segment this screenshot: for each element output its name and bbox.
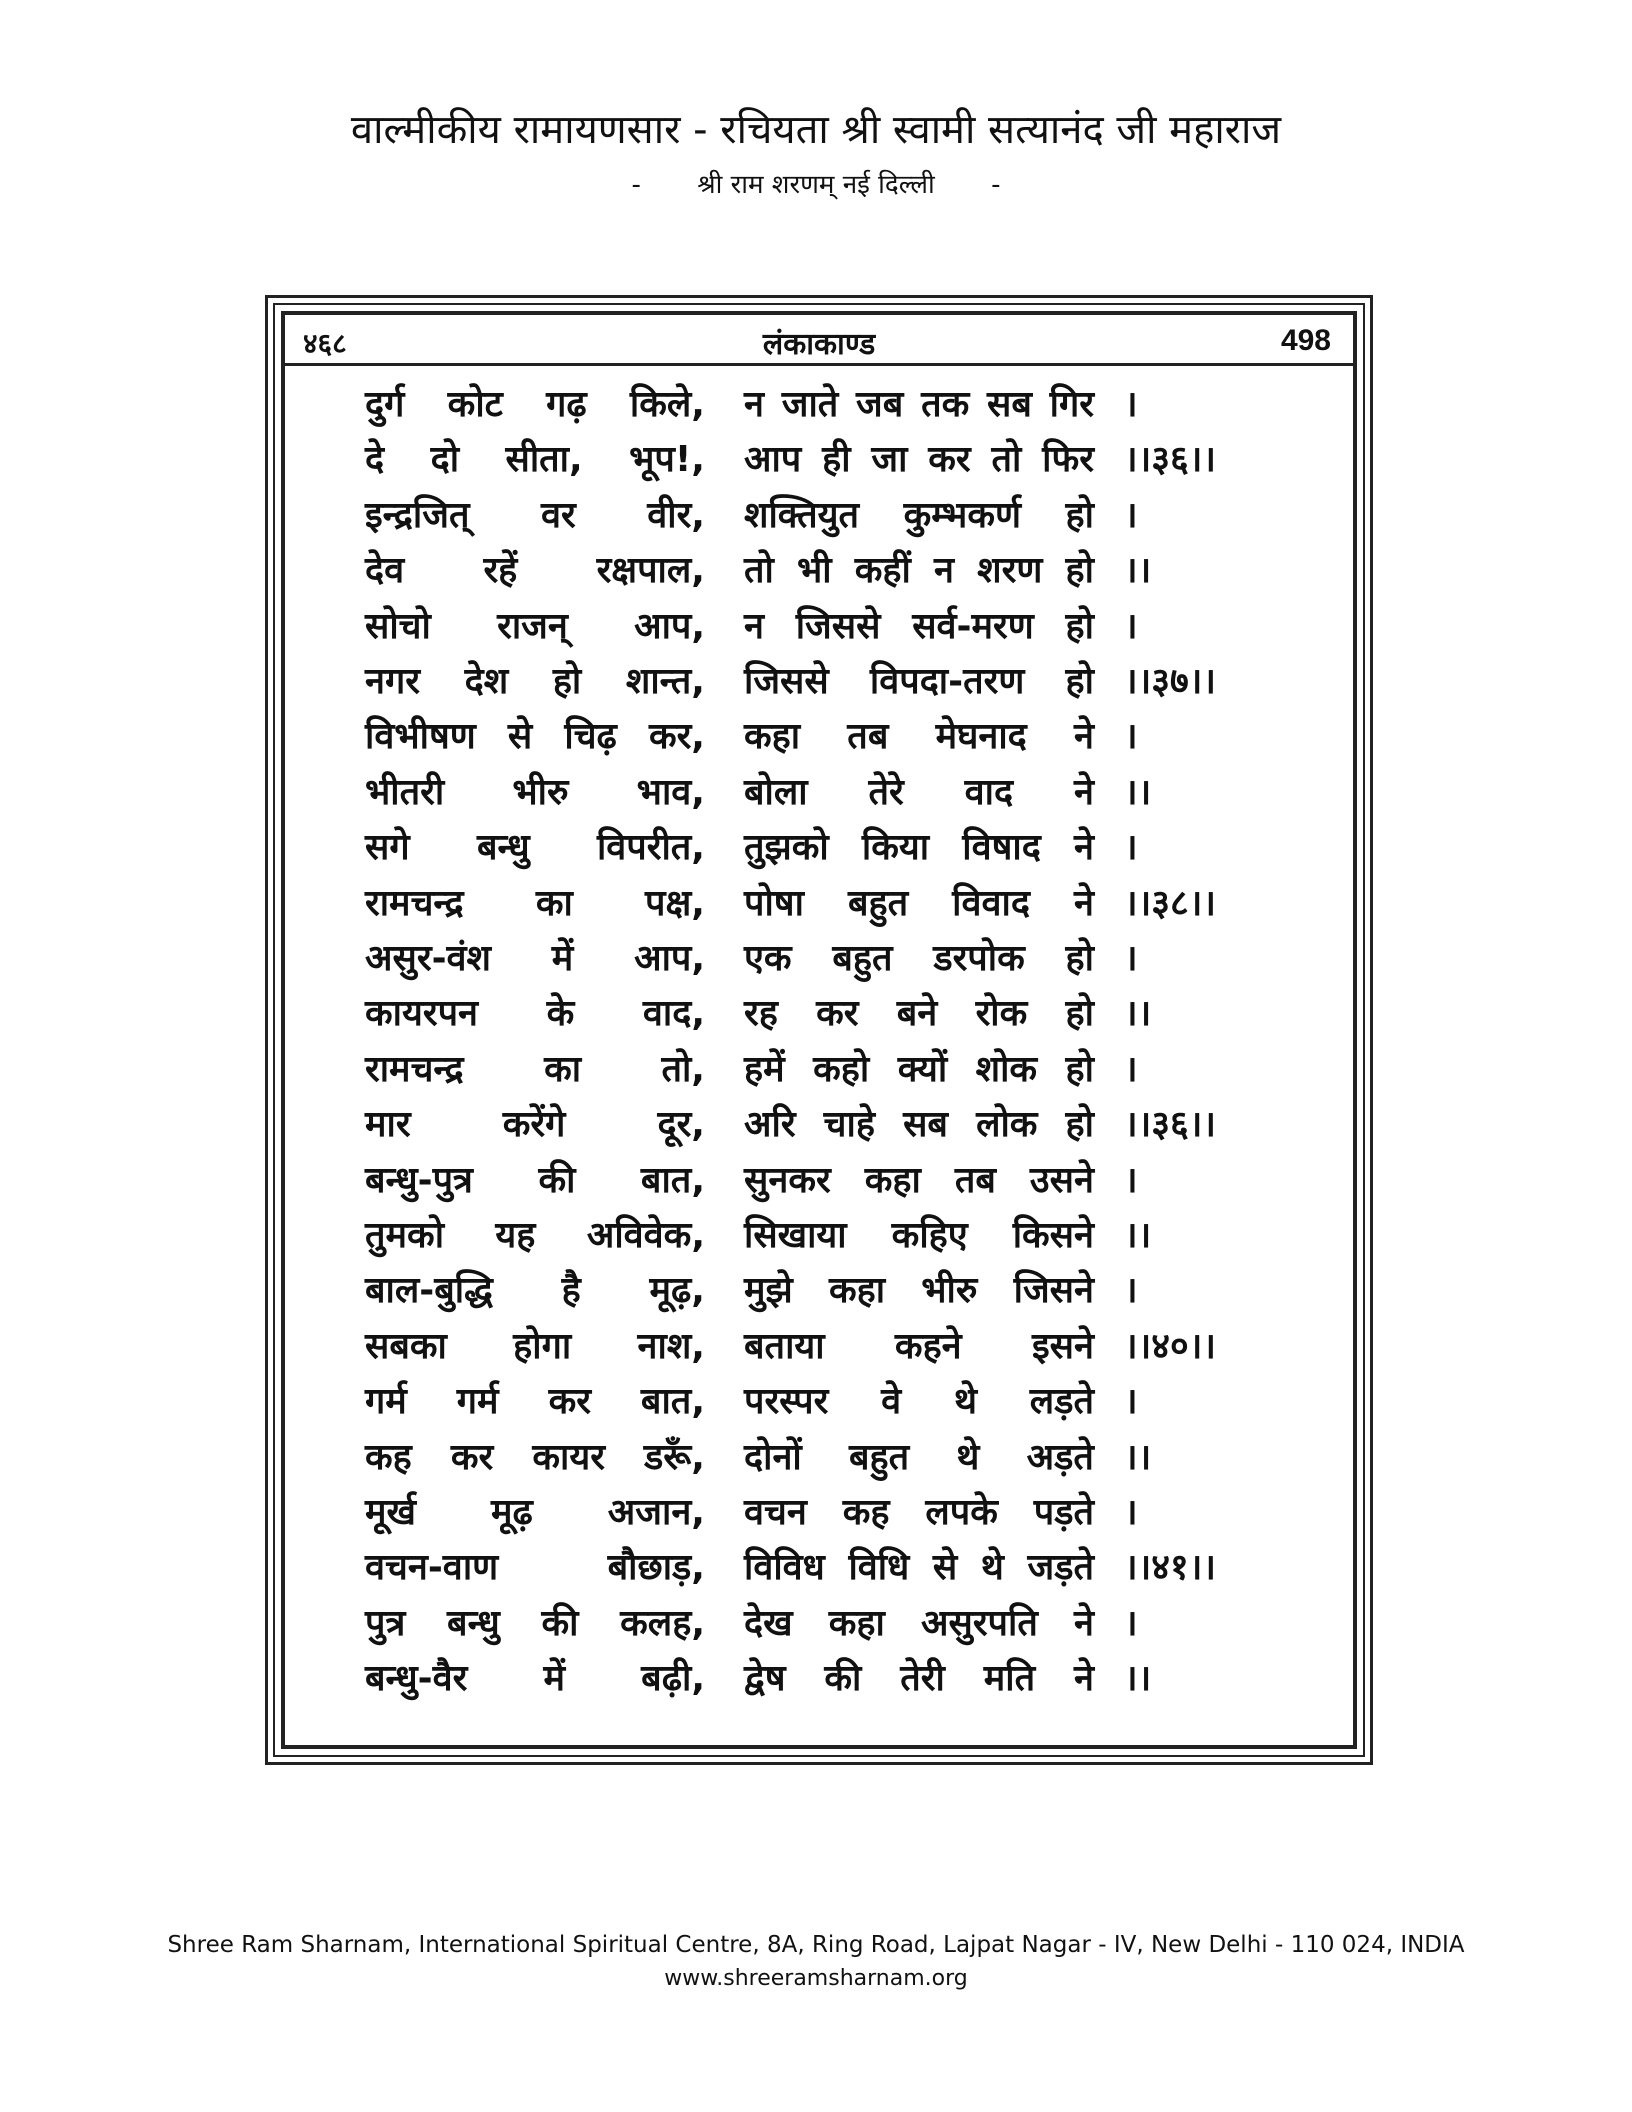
verse-word: लोक bbox=[976, 1104, 1038, 1146]
verse-end-mark: । bbox=[1124, 716, 1138, 758]
verse-line bbox=[0, 655, 1632, 711]
verse-word: हो bbox=[1065, 605, 1094, 647]
verse-word: नाश, bbox=[637, 1325, 705, 1367]
verse-line bbox=[0, 710, 1632, 766]
verse-word: बोला bbox=[744, 771, 808, 813]
verse-first-half bbox=[365, 932, 705, 981]
verse-second-half bbox=[744, 1375, 1094, 1424]
verse-second-half bbox=[744, 600, 1094, 649]
verse-word: जिससे bbox=[795, 605, 881, 647]
verse-word: सीता, bbox=[505, 439, 583, 481]
verse-word: रामचन्द्र bbox=[365, 1048, 464, 1090]
verse-word: ने bbox=[1074, 882, 1094, 924]
verse-word: मेघनाद bbox=[935, 716, 1027, 758]
verse-word: चाहे bbox=[823, 1104, 875, 1146]
verse-end-mark: । bbox=[1124, 1381, 1138, 1423]
verse-word: करेंगे bbox=[502, 1104, 566, 1146]
verse-end-mark: ।। bbox=[1124, 771, 1152, 813]
verse-word: बहुत bbox=[832, 938, 893, 979]
verse-first-half bbox=[365, 489, 705, 538]
verse-word: जिससे bbox=[744, 661, 829, 702]
verse-first-half bbox=[365, 987, 705, 1036]
verse-first-half bbox=[365, 1264, 705, 1313]
verse-line bbox=[0, 433, 1632, 489]
verse-first-half bbox=[365, 1652, 705, 1701]
verse-end-mark: । bbox=[1124, 1048, 1138, 1090]
verse-word: कलह, bbox=[620, 1602, 705, 1644]
verse-end-mark: । bbox=[1124, 1159, 1138, 1201]
verse-line bbox=[0, 1098, 1632, 1154]
verse-word: कहिए bbox=[891, 1215, 968, 1256]
verse-end-mark: । bbox=[1124, 384, 1138, 425]
verse-word: अड़ते bbox=[1026, 1436, 1094, 1478]
verse-end-mark: । bbox=[1124, 605, 1138, 647]
verse-word: हो bbox=[1065, 1104, 1094, 1146]
verse-word: गर्म bbox=[456, 1381, 499, 1423]
verse-word: बन्धु-वैर bbox=[365, 1658, 468, 1700]
verse-word: वचन-वाण bbox=[365, 1547, 499, 1589]
subtitle-text: श्री राम शरणम् नई दिल्ली bbox=[697, 170, 935, 200]
verse-word: थे bbox=[953, 1381, 977, 1423]
verse-line bbox=[0, 766, 1632, 822]
verse-word: क्यों bbox=[897, 1048, 948, 1090]
verse-word: थे bbox=[956, 1436, 980, 1478]
verse-word: हो bbox=[1065, 1048, 1094, 1090]
verse-word: सबका bbox=[365, 1325, 447, 1367]
verse-first-half bbox=[365, 821, 705, 870]
verse-word: किसने bbox=[1012, 1215, 1094, 1256]
verse-first-half bbox=[365, 766, 705, 815]
page-running-head bbox=[285, 318, 1353, 366]
verse-word: रहें bbox=[483, 550, 518, 592]
verse-second-half bbox=[744, 710, 1094, 759]
verse-word: से bbox=[932, 1547, 958, 1589]
verse-line bbox=[0, 877, 1632, 933]
verse-word: तेरे bbox=[868, 771, 904, 813]
verse-word: कहा bbox=[864, 1159, 921, 1201]
verse-first-half bbox=[365, 1597, 705, 1646]
verse-word: यह bbox=[495, 1215, 536, 1256]
verse-second-half bbox=[744, 1154, 1094, 1203]
verse-end-mark: । bbox=[1124, 827, 1138, 869]
verse-word: सुनकर bbox=[744, 1159, 831, 1201]
verse-word: विपदा-तरण bbox=[869, 661, 1025, 702]
verse-second-half bbox=[744, 655, 1094, 704]
verse-word: पक्ष, bbox=[645, 882, 705, 924]
verse-word: किया bbox=[861, 827, 930, 869]
verse-end-mark: ।। bbox=[1124, 1215, 1152, 1256]
footer-address: Shree Ram Sharnam, International Spiritual Centre, 8A, Ring Road, Lajpat Nagar - IV, New Delhi - 110 024, INDIA bbox=[167, 1932, 1465, 1958]
subtitle-dash-right: - bbox=[991, 170, 1001, 200]
verse-word: सब bbox=[987, 384, 1032, 425]
verse-word: वाद bbox=[964, 771, 1014, 813]
verse-second-half bbox=[744, 1431, 1094, 1480]
verse-line bbox=[0, 1375, 1632, 1431]
verse-word: विधि bbox=[848, 1547, 910, 1589]
verse-word: तो bbox=[744, 550, 774, 592]
verse-second-half bbox=[744, 1320, 1094, 1369]
verse-word: भाव, bbox=[636, 771, 705, 813]
verse-word: बने bbox=[896, 993, 938, 1035]
verse-word: तब bbox=[954, 1159, 996, 1201]
verse-word: तब bbox=[847, 716, 889, 758]
verse-word: राजन् bbox=[497, 605, 568, 647]
verse-end-mark: । bbox=[1124, 494, 1138, 536]
verse-word: मूढ़, bbox=[649, 1270, 705, 1312]
verse-word: दुर्ग bbox=[365, 384, 405, 425]
verse-end-mark: ।।३७।। bbox=[1124, 661, 1217, 702]
verse-word: लड़ते bbox=[1029, 1381, 1094, 1423]
verse-word: जब bbox=[856, 384, 904, 425]
verse-word: पड़ते bbox=[1033, 1492, 1094, 1533]
verse-second-half bbox=[744, 1264, 1094, 1313]
verse-word: मूढ़ bbox=[490, 1492, 533, 1533]
verse-word: कुम्भकर्ण bbox=[903, 494, 1021, 536]
verse-word: द्वेष bbox=[744, 1658, 786, 1700]
verse-end-mark: । bbox=[1124, 1270, 1138, 1312]
verse-word: दूर, bbox=[657, 1104, 705, 1146]
verse-word: भूप!, bbox=[629, 439, 705, 481]
verse-first-half bbox=[365, 1209, 705, 1258]
verse-second-half bbox=[744, 1098, 1094, 1147]
verse-line bbox=[0, 1597, 1632, 1653]
verse-word: न bbox=[934, 550, 954, 592]
verse-word: सोचो bbox=[365, 605, 431, 647]
verse-word: शक्तियुत bbox=[744, 494, 860, 536]
document-title: वाल्मीकीय रामायणसार - रचियता श्री स्वामी सत्यानंद जी महाराज bbox=[350, 107, 1282, 153]
verse-word: डरपोक bbox=[933, 938, 1025, 979]
verse-word: अरि bbox=[744, 1104, 796, 1146]
verse-second-half bbox=[744, 987, 1094, 1036]
verse-word: में bbox=[551, 938, 574, 979]
verse-word: भीरु bbox=[512, 771, 569, 813]
verse-word: कर, bbox=[648, 716, 705, 758]
verse-second-half bbox=[744, 433, 1094, 482]
verse-word: कहीं bbox=[854, 550, 911, 592]
verse-word: के bbox=[546, 993, 575, 1035]
verse-line bbox=[0, 1320, 1632, 1376]
verse-second-half bbox=[744, 1043, 1094, 1092]
verse-word: मार bbox=[365, 1104, 411, 1146]
verse-line bbox=[0, 378, 1632, 434]
verse-word: की bbox=[538, 1159, 576, 1201]
verse-line bbox=[0, 1264, 1632, 1320]
footer-website[interactable]: www.shreeramsharnam.org bbox=[664, 1966, 968, 1991]
verse-word: बन्धु bbox=[447, 1602, 500, 1644]
verse-word: शरण bbox=[977, 550, 1043, 592]
verse-line bbox=[0, 1541, 1632, 1597]
verse-word: हो bbox=[552, 661, 582, 702]
verse-word: बन्धु-पुत्र bbox=[365, 1159, 473, 1201]
verse-word: मति bbox=[983, 1658, 1036, 1700]
verse-end-mark: ।।४०।। bbox=[1124, 1325, 1217, 1367]
document-subtitle bbox=[0, 165, 1632, 201]
verse-word: कर bbox=[450, 1436, 494, 1478]
verse-word: परस्पर bbox=[744, 1381, 829, 1423]
verse-word: का bbox=[535, 882, 573, 924]
verse-word: चिढ़ bbox=[564, 716, 617, 758]
verse-word: तक bbox=[921, 384, 970, 425]
verse-word: असुरपति bbox=[920, 1602, 1038, 1644]
verse-word: वाद, bbox=[642, 993, 705, 1035]
verse-word: होगा bbox=[513, 1325, 572, 1367]
verse-word: ने bbox=[1074, 1602, 1094, 1644]
verse-word: कायरपन bbox=[365, 993, 479, 1035]
verse-first-half bbox=[365, 600, 705, 649]
verse-word: ने bbox=[1074, 1658, 1094, 1700]
verse-word: कहो bbox=[813, 1048, 870, 1090]
verse-word: जा bbox=[871, 439, 908, 481]
verse-word: न bbox=[744, 605, 764, 647]
verse-line bbox=[0, 1652, 1632, 1708]
verse-word: दे bbox=[365, 439, 385, 481]
verse-word: बताया bbox=[744, 1325, 825, 1367]
verse-end-mark: ।। bbox=[1124, 550, 1152, 592]
verse-word: पुत्र bbox=[365, 1602, 406, 1644]
verse-word: बाल-बुद्धि bbox=[365, 1270, 493, 1312]
verse-word: विविध bbox=[744, 1547, 825, 1589]
verse-line bbox=[0, 600, 1632, 656]
verse-word: आप bbox=[744, 439, 802, 481]
verse-word: इसने bbox=[1031, 1325, 1094, 1367]
verse-line bbox=[0, 987, 1632, 1043]
verse-word: बौछाड़, bbox=[607, 1547, 705, 1589]
verse-word: बन्धु bbox=[476, 827, 530, 869]
verse-first-half bbox=[365, 544, 705, 593]
verse-word: तेरी bbox=[900, 1658, 945, 1700]
verse-word: थे bbox=[980, 1547, 1004, 1589]
verse-end-mark: ।।३६।। bbox=[1124, 439, 1217, 481]
verse-line bbox=[0, 544, 1632, 600]
verse-word: देख bbox=[744, 1602, 793, 1644]
verse-word: गर्म bbox=[365, 1381, 407, 1423]
verse-line bbox=[0, 489, 1632, 545]
verse-word: दो bbox=[430, 439, 460, 481]
verse-first-half bbox=[365, 655, 705, 704]
verse-line bbox=[0, 1043, 1632, 1099]
verse-word: जड़ते bbox=[1027, 1547, 1094, 1589]
verse-word: नगर bbox=[365, 661, 420, 702]
verse-word: कहने bbox=[894, 1325, 962, 1367]
verse-end-mark: । bbox=[1124, 1492, 1138, 1533]
devanagari-page-number: ४६८ bbox=[303, 327, 347, 360]
verse-word: सर्व-मरण bbox=[912, 605, 1034, 647]
verse-word: विवाद bbox=[952, 882, 1030, 924]
verse-word: बात, bbox=[640, 1381, 705, 1423]
verse-word: हो bbox=[1065, 550, 1094, 592]
verse-word: तुझको bbox=[744, 827, 829, 869]
verse-word: शान्त, bbox=[625, 661, 705, 702]
verse-word: कर bbox=[548, 1381, 591, 1423]
verse-word: फिर bbox=[1042, 439, 1094, 481]
verse-word: रह bbox=[744, 993, 778, 1035]
verse-second-half bbox=[744, 766, 1094, 815]
verse-word: लपके bbox=[925, 1492, 998, 1533]
verse-word: कहा bbox=[744, 716, 801, 758]
verse-first-half bbox=[365, 1098, 705, 1147]
verse-word: हो bbox=[1065, 993, 1094, 1035]
verse-word: बहुत bbox=[847, 882, 909, 924]
verse-first-half bbox=[365, 710, 705, 759]
verse-word: मुझे bbox=[744, 1270, 793, 1312]
verse-word: पोषा bbox=[744, 882, 804, 924]
verse-first-half bbox=[365, 433, 705, 482]
verse-word: कह bbox=[365, 1436, 412, 1478]
verse-end-mark: ।।३८।। bbox=[1124, 882, 1217, 924]
verse-word: उसने bbox=[1029, 1159, 1094, 1201]
verse-word: अविवेक, bbox=[586, 1215, 705, 1256]
verse-word: ने bbox=[1074, 771, 1094, 813]
verse-word: वचन bbox=[744, 1492, 807, 1533]
verse-word: कहा bbox=[828, 1602, 885, 1644]
verse-second-half bbox=[744, 877, 1094, 926]
verse-word: एक bbox=[744, 938, 792, 979]
verse-word: अजान, bbox=[607, 1492, 705, 1533]
verse-end-mark: ।। bbox=[1124, 993, 1152, 1035]
verse-first-half bbox=[365, 1541, 705, 1590]
verse-word: से bbox=[507, 716, 533, 758]
verse-end-mark: ।। bbox=[1124, 1436, 1152, 1478]
verse-word: सब bbox=[903, 1104, 948, 1146]
verse-word: गिर bbox=[1049, 384, 1094, 425]
verse-word: तुमको bbox=[365, 1215, 445, 1256]
verse-end-mark: । bbox=[1124, 1602, 1138, 1644]
verse-line bbox=[0, 932, 1632, 988]
verse-word: आप, bbox=[634, 605, 705, 647]
subtitle-dash-left: - bbox=[631, 170, 641, 200]
verse-second-half bbox=[744, 1652, 1094, 1701]
verse-first-half bbox=[365, 1431, 705, 1480]
verse-word: तो, bbox=[661, 1048, 705, 1090]
verse-first-half bbox=[365, 1375, 705, 1424]
verse-word: बढ़ी, bbox=[641, 1658, 705, 1700]
verse-word: असुर-वंश bbox=[365, 938, 492, 979]
verse-end-mark: । bbox=[1124, 938, 1138, 979]
verse-word: जिसने bbox=[1013, 1270, 1094, 1312]
verse-word: बहुत bbox=[848, 1436, 910, 1478]
verse-word: गढ़ bbox=[546, 384, 587, 425]
verse-word: कह bbox=[842, 1492, 890, 1533]
verse-end-mark: ।।४१।। bbox=[1124, 1547, 1217, 1589]
verse-first-half bbox=[365, 1043, 705, 1092]
verse-word: वे bbox=[881, 1381, 902, 1423]
verse-word: की bbox=[824, 1658, 862, 1700]
verse-line bbox=[0, 1209, 1632, 1265]
verse-second-half bbox=[744, 489, 1094, 538]
verse-second-half bbox=[744, 1597, 1094, 1646]
verse-word: कर bbox=[928, 439, 971, 481]
verse-word: सिखाया bbox=[744, 1215, 847, 1256]
verse-second-half bbox=[744, 378, 1094, 427]
verse-word: का bbox=[544, 1048, 582, 1090]
verse-word: मूर्ख bbox=[365, 1492, 416, 1533]
verse-second-half bbox=[744, 1541, 1094, 1590]
verse-word: विषाद bbox=[962, 827, 1041, 869]
verse-word: रोक bbox=[975, 993, 1028, 1035]
verse-word: बात, bbox=[640, 1159, 705, 1201]
verse-second-half bbox=[744, 1209, 1094, 1258]
verse-word: न bbox=[744, 384, 764, 425]
verse-word: भीतरी bbox=[365, 771, 445, 813]
verse-first-half bbox=[365, 378, 705, 427]
verse-word: है bbox=[561, 1270, 581, 1312]
verse-line bbox=[0, 1431, 1632, 1487]
verse-second-half bbox=[744, 932, 1094, 981]
verse-word: आप, bbox=[634, 938, 705, 979]
verse-word: सगे bbox=[365, 827, 410, 869]
verse-second-half bbox=[744, 1486, 1094, 1535]
verse-word: हो bbox=[1065, 938, 1094, 979]
verse-word: रक्षपाल, bbox=[596, 550, 705, 592]
verse-word: विभीषण bbox=[365, 716, 476, 758]
verse-word: वीर, bbox=[647, 494, 705, 536]
verse-word: विपरीत, bbox=[596, 827, 705, 869]
verse-line bbox=[0, 1154, 1632, 1210]
verse-first-half bbox=[365, 877, 705, 926]
verse-word: हो bbox=[1065, 661, 1094, 702]
verse-word: देश bbox=[464, 661, 509, 702]
verse-first-half bbox=[365, 1320, 705, 1369]
verse-word: कर bbox=[816, 993, 859, 1035]
verse-word: कोट bbox=[447, 384, 503, 425]
verse-word: कहा bbox=[828, 1270, 886, 1312]
verse-line bbox=[0, 1486, 1632, 1542]
verse-word: दोनों bbox=[744, 1436, 802, 1478]
verse-word: कायर bbox=[532, 1436, 605, 1478]
verse-second-half bbox=[744, 821, 1094, 870]
verse-word: इन्द्रजित् bbox=[365, 494, 470, 536]
verse-word: ने bbox=[1074, 827, 1094, 869]
verse-word: की bbox=[541, 1602, 579, 1644]
verse-word: रामचन्द्र bbox=[365, 882, 464, 924]
verse-word: ही bbox=[822, 439, 851, 481]
verse-word: देव bbox=[365, 550, 405, 592]
verse-word: भी bbox=[797, 550, 832, 592]
verse-word: ने bbox=[1074, 716, 1094, 758]
verse-word: शोक bbox=[975, 1048, 1038, 1090]
verse-word: हो bbox=[1065, 494, 1094, 536]
verse-line bbox=[0, 821, 1632, 877]
verse-word: डरूँ, bbox=[644, 1436, 705, 1478]
verse-first-half bbox=[365, 1486, 705, 1535]
section-title: लंकाकाण्ड bbox=[762, 327, 876, 362]
verse-first-half bbox=[365, 1154, 705, 1203]
verse-second-half bbox=[744, 544, 1094, 593]
page-number: 498 bbox=[1280, 324, 1331, 357]
verse-end-mark: ।।३६।। bbox=[1124, 1104, 1217, 1146]
verse-word: हमें bbox=[744, 1048, 785, 1090]
verse-end-mark: ।। bbox=[1124, 1658, 1152, 1700]
verse-word: में bbox=[543, 1658, 566, 1700]
verse-word: जाते bbox=[781, 384, 839, 425]
verse-word: किले, bbox=[629, 384, 705, 425]
verse-word: तो bbox=[991, 439, 1022, 481]
verse-word: भीरु bbox=[921, 1270, 978, 1312]
verse-word: वर bbox=[540, 494, 576, 536]
